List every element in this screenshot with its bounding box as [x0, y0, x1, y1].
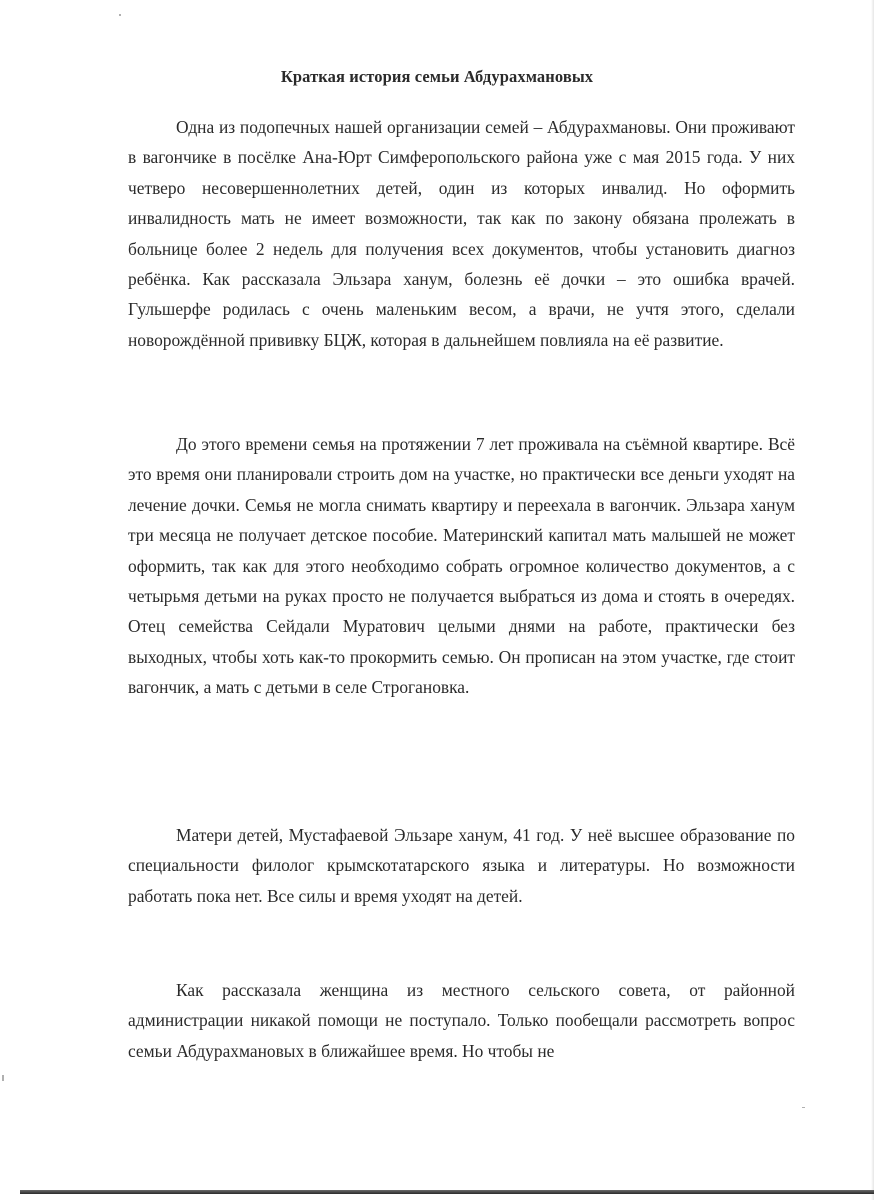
paragraph: Одна из подопечных нашей организации семей – Абдурахмановы. Они проживают в вагончике в посёлке Ана-Юрт Симферопольского района уже с мая 2015 года. У них четверо несовершеннолетних детей, один из которых инвалид. Но оформить инвалидность мать не имеет возможности, так как по закону обязана пролежать в больнице более 2 недель для получения всех документов, чтобы установить диагноз ребёнка. Как рассказала Эльзара ханум, болезнь её дочки – это ошибка врачей. Гульшерфе родилась с очень маленьким весом, а врачи, не учтя этого, сделали новорождённой прививку БЦЖ, которая в дальнейшем повлияла на её развитие.: [128, 117, 795, 350]
scan-speck: [2, 1075, 4, 1081]
scan-speck: [119, 14, 121, 16]
paragraph: Матери детей, Мустафаевой Эльзаре ханум, 41 год. У неё высшее образование по специальности филолог крымскотатарского языка и литературы. Но возможности работать пока нет. Все силы и время уходят на детей.: [128, 825, 795, 906]
paragraph: Как рассказала женщина из местного сельского совета, от районной администрации никакой помощи не поступало. Только пообещали рассмотреть вопрос семьи Абдурахмановых в ближайшее время. Но чтобы не: [128, 980, 795, 1061]
scan-bottom-edge: [20, 1190, 874, 1194]
document-title: Краткая история семьи Абдурахмановых: [280, 67, 594, 86]
paragraph: До этого времени семья на протяжении 7 лет проживала на съёмной квартире. Всё это время они планировали строить дом на участке, но практически все деньги уходят на лечение дочки. Семья не могла снимать квартиру и переехала в вагончик. Эльзара ханум три месяца не получает детское пособие. Материнский капитал мать малышей не может оформить, так как для этого необходимо собрать огромное количество документов, а с четырьмя детьми на руках просто не получается выбраться из дома и стоять в очередях. Отец семейства Сейдали Муратович целыми днями на работе, практически без выходных, чтобы хоть как-то прокормить семью. Он прописан на этом участке, где стоит вагончик, а мать с детьми в селе Строгановка.: [128, 434, 795, 698]
scan-speck: [802, 1107, 805, 1108]
